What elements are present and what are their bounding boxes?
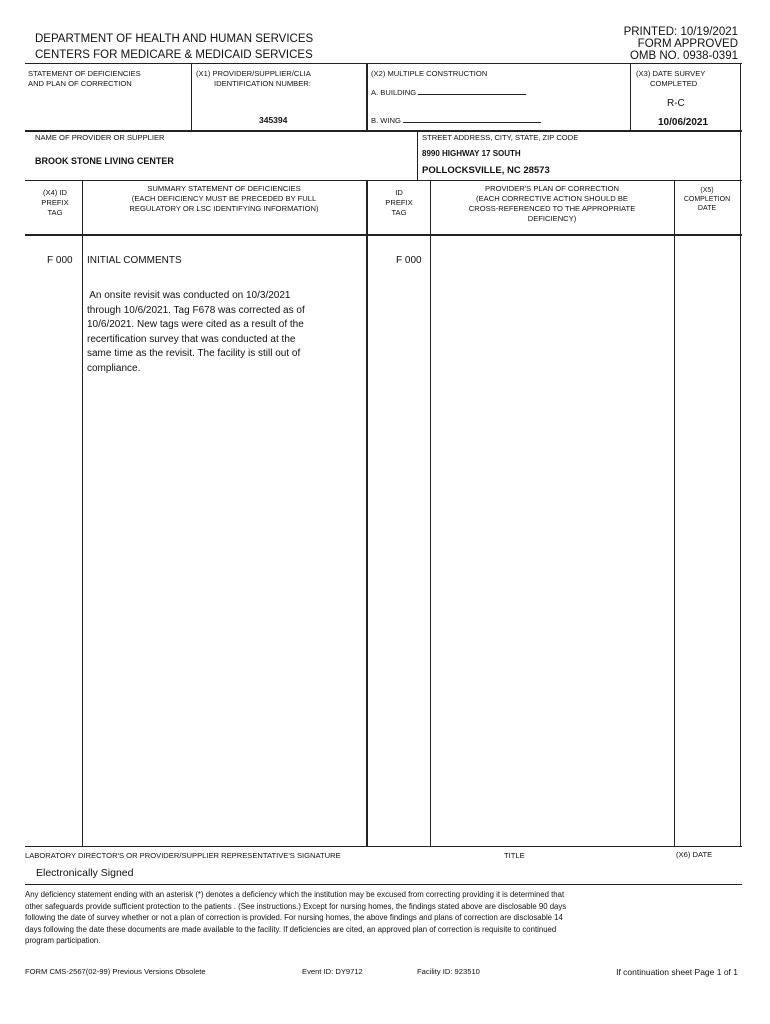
divider-x1 (191, 63, 192, 130)
right-border-table (740, 180, 741, 846)
omb-number: OMB NO. 0938-0391 (629, 50, 738, 62)
entry-line: compliance. (87, 362, 141, 374)
x5-header-line2: COMPLETION (683, 196, 731, 203)
divider-address (417, 130, 418, 180)
col-divider-1 (82, 180, 83, 846)
survey-code: R-C (667, 98, 685, 109)
plan-header-line1: PROVIDER'S PLAN OF CORRECTION (485, 184, 619, 193)
entry-line: An onsite revisit was conducted on 10/3/2021 (87, 290, 291, 301)
building-field (371, 86, 526, 98)
building-blank (418, 86, 526, 95)
disclosure-notice (25, 889, 665, 947)
street-address: 8990 HIGHWAY 17 SOUTH (422, 149, 521, 158)
form-number: FORM CMS-2567(02-99) Previous Versions Obsolete (25, 967, 206, 976)
notice-line: program participation. (25, 936, 101, 946)
id-header-line1: ID (395, 188, 403, 197)
x4-header-line2: PREFIX (41, 198, 69, 207)
entry-line: same time as the revisit. The facility is still out of (87, 348, 301, 360)
col-divider-3 (430, 180, 431, 846)
plan-header-line4: DEFICIENCY) (527, 214, 577, 223)
wing-field (371, 114, 541, 126)
col-divider-2 (366, 180, 368, 846)
provider-name: BROOK STONE LIVING CENTER (35, 156, 174, 166)
provider-id-number: 345394 (259, 115, 288, 125)
department-title: DEPARTMENT OF HEALTH AND HUMAN SERVICES (35, 33, 314, 45)
wing-blank (403, 114, 541, 123)
x4-header-line3: TAG (47, 208, 63, 217)
x5-header-line1: (X5) (700, 187, 714, 194)
statement-label: STATEMENT OF DEFICIENCIES (28, 69, 141, 78)
date-label: (X6) DATE (676, 850, 713, 859)
survey-completed-date: 10/06/2021 (658, 117, 709, 128)
title-label: TITLE (504, 851, 525, 860)
notice-line: other safeguards provide sufficient protection to the patients . (See instructions.) Except for nursing homes, the findings stated above are disclosable 90 days (25, 901, 567, 911)
form-approved: FORM APPROVED (637, 38, 738, 50)
table-bottom-border (25, 846, 742, 847)
x5-header (674, 186, 740, 213)
continuation-page: If continuation sheet Page 1 of 1 (616, 967, 738, 977)
notice-line: Any deficiency statement ending with an asterisk (*) denotes a deficiency which the institution may be excused from correcting providing it is determined that (25, 890, 565, 899)
summary-header-line1: SUMMARY STATEMENT OF DEFICIENCIES (147, 184, 301, 193)
entry-line: 10/6/2021. New tags were cited as a result of the (87, 319, 304, 331)
notice-line: days following the date these documents are made available to the facility. If deficiencies are cited, an approved plan of correction is requisite to continued (25, 924, 557, 934)
x2-label: (X2) MULTIPLE CONSTRUCTION (371, 69, 488, 78)
top-box-border (25, 63, 742, 64)
statement-label-2: AND PLAN OF CORRECTION (28, 79, 132, 88)
printed-date: PRINTED: 10/19/2021 (623, 26, 738, 38)
x4-header (28, 188, 82, 218)
signature-bottom-border (25, 884, 742, 885)
x1-label-2: IDENTIFICATION NUMBER: (214, 79, 311, 88)
summary-header (82, 184, 366, 214)
x4-header-line1: (X4) ID (42, 188, 68, 197)
plan-header (430, 184, 674, 224)
id-header-line2: PREFIX (385, 198, 413, 207)
divider-x3 (630, 63, 631, 130)
signature-value: Electronically Signed (36, 867, 134, 879)
divider-x2 (366, 63, 368, 130)
x3-label-2: COMPLETED (650, 79, 698, 88)
x3-label: (X3) DATE SURVEY (636, 69, 706, 78)
wing-label: B. WING (371, 116, 401, 125)
provider-block-bottom-border (25, 180, 742, 181)
summary-header-line2: (EACH DEFICIENCY MUST BE PRECEDED BY FULL (131, 194, 317, 203)
address-label: STREET ADDRESS, CITY, STATE, ZIP CODE (422, 133, 579, 142)
summary-header-line3: REGULATORY OR LSC IDENTIFYING INFORMATION) (129, 204, 319, 213)
id-header-line3: TAG (391, 208, 407, 217)
event-id: Event ID: DY9712 (302, 967, 363, 976)
building-label: A. BUILDING (371, 88, 417, 97)
facility-id: Facility ID: 923510 (417, 967, 480, 976)
entry-line: through 10/6/2021. Tag F678 was corrected as of (87, 304, 305, 316)
agency-title: CENTERS FOR MEDICARE & MEDICAID SERVICES (35, 49, 313, 61)
entry-id-prefix-tag: F 000 (396, 255, 422, 266)
entry-line: recertification survey that was conducted at the (87, 333, 296, 345)
x1-label: (X1) PROVIDER/SUPPLIER/CLIA (196, 69, 311, 78)
x5-header-line3: DATE (697, 205, 717, 212)
col-divider-4 (674, 180, 675, 846)
signature-label: LABORATORY DIRECTOR'S OR PROVIDER/SUPPLIER REPRESENTATIVE'S SIGNATURE (25, 851, 341, 860)
plan-header-line3: CROSS-REFERENCED TO THE APPROPRIATE (468, 204, 636, 213)
entry-body (87, 289, 363, 377)
notice-line: following the date of survey whether or not a plan of correction is provided. For nursing homes, the above findings and plans of correction are disclosable 14 (25, 913, 563, 923)
entry-prefix-tag: F 000 (47, 255, 73, 266)
id-header (368, 188, 430, 218)
provider-name-label: NAME OF PROVIDER OR SUPPLIER (35, 133, 165, 142)
plan-header-line2: (EACH CORRECTIVE ACTION SHOULD BE (476, 194, 628, 203)
entry-title: INITIAL COMMENTS (87, 255, 182, 266)
column-header-bottom-border (25, 234, 742, 236)
id-block-bottom-border (25, 130, 742, 132)
city-state-zip: POLLOCKSVILLE, NC 28573 (422, 165, 550, 176)
